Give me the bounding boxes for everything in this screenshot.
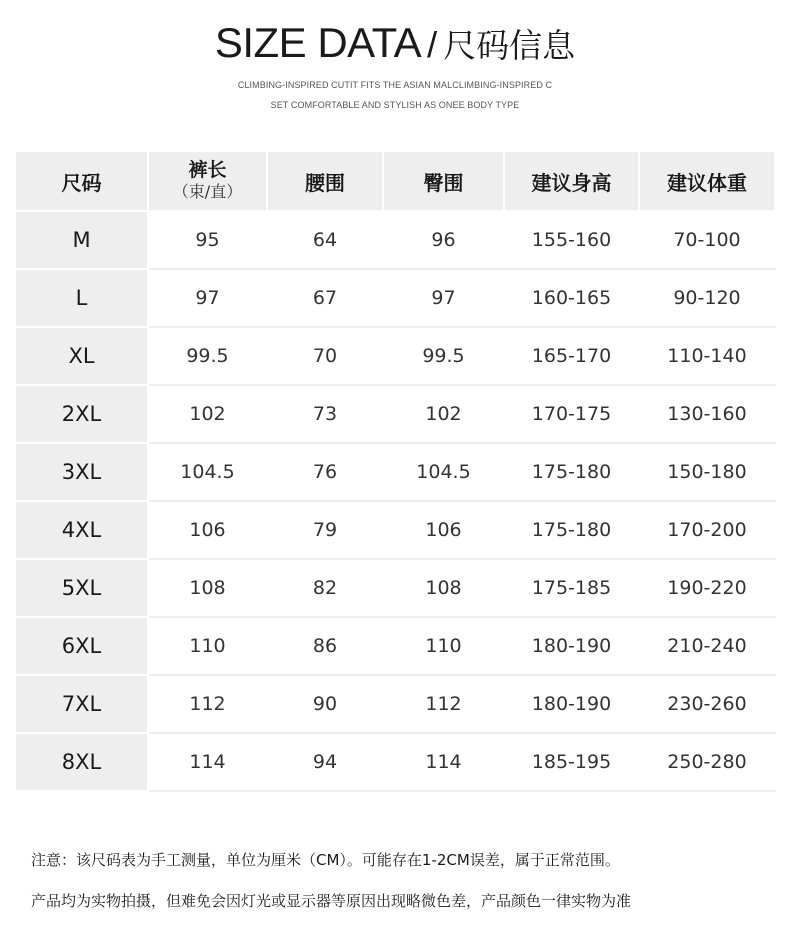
cell-height: 175-180 [504, 501, 639, 559]
cell-weight: 90-120 [639, 269, 775, 327]
cell-size: 2XL [15, 385, 148, 443]
cell-waist: 79 [267, 501, 383, 559]
cell-weight: 250-280 [639, 733, 775, 791]
cell-hip: 99.5 [383, 327, 504, 385]
cell-waist: 70 [267, 327, 383, 385]
cell-size: XL [15, 327, 148, 385]
title-english: SIZE DATA [214, 19, 422, 66]
note-color-difference: 产品均为实物拍摄，但难免会因灯光或显示器等原因出现略微色差，产品颜色一律实物为准 [31, 892, 632, 910]
cell-hip: 97 [383, 269, 504, 327]
cell-size: M [15, 211, 148, 269]
cell-height: 170-175 [504, 385, 639, 443]
cell-hip: 102 [383, 385, 504, 443]
cell-hip: 114 [383, 733, 504, 791]
cell-height: 160-165 [504, 269, 639, 327]
cell-length: 104.5 [148, 443, 267, 501]
cell-hip: 96 [383, 211, 504, 269]
cell-hip: 110 [383, 617, 504, 675]
cell-length: 97 [148, 269, 267, 327]
cell-length: 110 [148, 617, 267, 675]
cell-size: 5XL [15, 559, 148, 617]
header-waist: 腰围 [267, 151, 383, 211]
title-chinese: 尺码信息 [443, 26, 576, 65]
cell-height: 175-185 [504, 559, 639, 617]
table-row [15, 211, 775, 269]
header-pants-length [148, 151, 267, 211]
page-title [214, 19, 576, 66]
header-pants-length-sub: （束/直） [172, 182, 243, 201]
cell-waist: 67 [267, 269, 383, 327]
cell-weight: 170-200 [639, 501, 775, 559]
cell-length: 106 [148, 501, 267, 559]
header-pants-length-main: 裤长 [188, 159, 227, 181]
cell-waist: 94 [267, 733, 383, 791]
cell-weight: 230-260 [639, 675, 775, 733]
cell-height: 180-190 [504, 617, 639, 675]
subtitle-line-1: CLIMBING-INSPIRED CUTIT FITS THE ASIAN MALCLIMBING-INSPIRED C [237, 80, 553, 90]
cell-weight: 210-240 [639, 617, 775, 675]
cell-length: 99.5 [148, 327, 267, 385]
cell-size: 8XL [15, 733, 148, 791]
cell-hip: 104.5 [383, 443, 504, 501]
header-height: 建议身高 [504, 151, 639, 211]
table-row [15, 675, 775, 733]
header-weight: 建议体重 [639, 151, 775, 211]
table-row [15, 733, 775, 791]
cell-hip: 108 [383, 559, 504, 617]
cell-size: L [15, 269, 148, 327]
cell-hip: 112 [383, 675, 504, 733]
subtitle-line-2: SET COMFORTABLE AND STYLISH AS ONEE BODY TYPE [270, 100, 520, 110]
cell-height: 165-170 [504, 327, 639, 385]
table-header-row [15, 151, 775, 211]
table-row [15, 559, 775, 617]
table-row [15, 385, 775, 443]
cell-length: 112 [148, 675, 267, 733]
cell-weight: 70-100 [639, 211, 775, 269]
table-row [15, 443, 775, 501]
cell-height: 175-180 [504, 443, 639, 501]
title-separator: / [427, 24, 438, 65]
cell-waist: 82 [267, 559, 383, 617]
cell-length: 95 [148, 211, 267, 269]
cell-weight: 130-160 [639, 385, 775, 443]
cell-waist: 90 [267, 675, 383, 733]
header-hip: 臀围 [383, 151, 504, 211]
cell-waist: 73 [267, 385, 383, 443]
table-row [15, 617, 775, 675]
size-chart-table [14, 150, 776, 792]
cell-length: 114 [148, 733, 267, 791]
cell-length: 102 [148, 385, 267, 443]
cell-size: 3XL [15, 443, 148, 501]
table-row [15, 269, 775, 327]
cell-height: 180-190 [504, 675, 639, 733]
notes-section [31, 850, 771, 911]
table-row [15, 501, 775, 559]
cell-hip: 106 [383, 501, 504, 559]
page-header [0, 19, 790, 111]
cell-size: 7XL [15, 675, 148, 733]
cell-length: 108 [148, 559, 267, 617]
cell-size: 4XL [15, 501, 148, 559]
cell-height: 155-160 [504, 211, 639, 269]
cell-waist: 86 [267, 617, 383, 675]
table-row [15, 327, 775, 385]
note-measurement: 注意：该尺码表为手工测量，单位为厘米（CM）。可能存在1-2CM误差，属于正常范围。 [31, 851, 620, 869]
cell-height: 185-195 [504, 733, 639, 791]
cell-weight: 110-140 [639, 327, 775, 385]
header-size: 尺码 [15, 151, 148, 211]
cell-waist: 64 [267, 211, 383, 269]
cell-size: 6XL [15, 617, 148, 675]
cell-waist: 76 [267, 443, 383, 501]
cell-weight: 150-180 [639, 443, 775, 501]
cell-weight: 190-220 [639, 559, 775, 617]
